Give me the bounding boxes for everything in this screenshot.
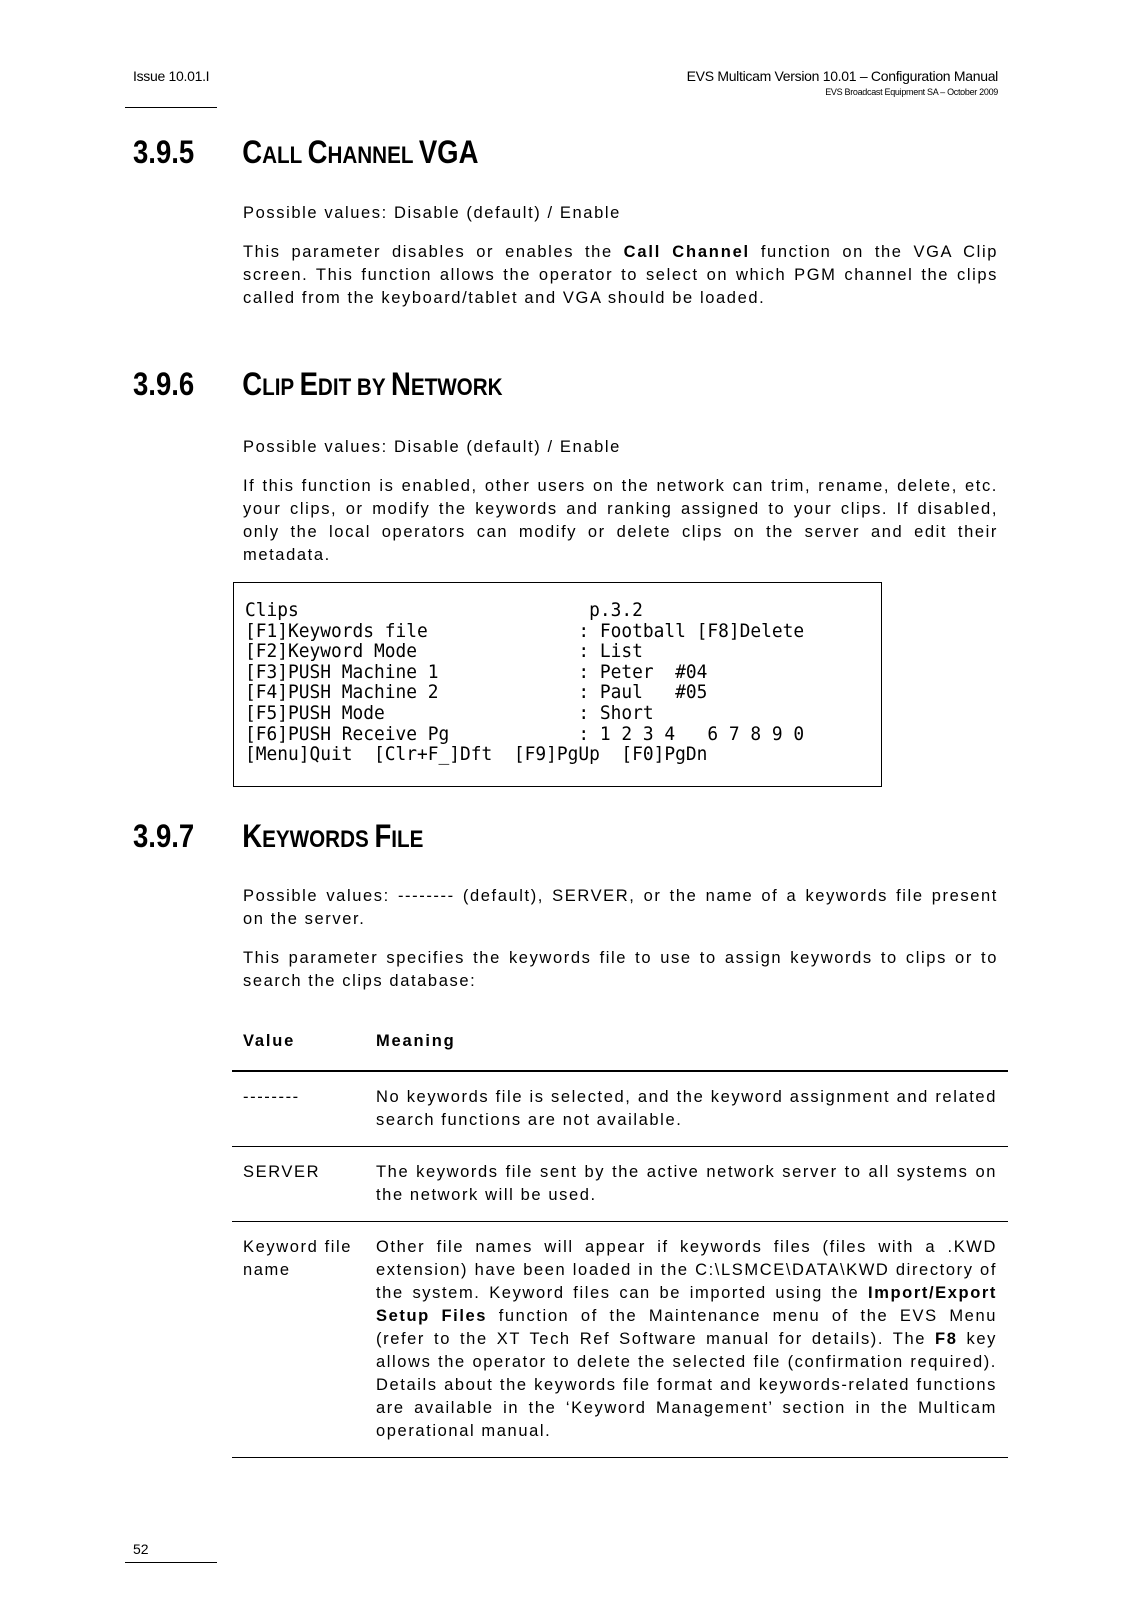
page-header [687, 68, 998, 97]
section-body-text [243, 241, 998, 310]
heading-part: VGA [418, 134, 479, 170]
page-number: 52 [133, 1541, 149, 1557]
heading-part: EYWORDS [262, 826, 375, 853]
terminal-line: Clips p.3.2 [245, 599, 643, 621]
footer-divider [125, 1562, 217, 1563]
section-heading-clip-edit-by-network [133, 366, 503, 403]
heading-part: C [242, 134, 263, 170]
section-number: 3.9.5 [133, 134, 195, 170]
keywords-file-values-table [232, 1030, 1008, 1458]
possible-values-text: Possible values: Disable (default) / Enable [243, 438, 621, 456]
bold-term: F8 [935, 1330, 958, 1348]
body-text-part: This parameter disables or enables the [243, 243, 624, 261]
heading-part: N [390, 366, 411, 402]
company-date: EVS Broadcast Equipment SA – October 2009 [825, 87, 998, 97]
table-row [232, 1147, 1008, 1221]
bold-term: Import/Export Setup Files [376, 1284, 997, 1325]
heading-part: C [242, 366, 263, 402]
heading-part: HANNEL [327, 142, 419, 169]
heading-part: E [299, 366, 318, 402]
value-cell: -------- [243, 1088, 300, 1106]
possible-values-text: Possible values: -------- (default), SERVER, or the name of a keywords file present on the server. [243, 887, 998, 928]
value-cell: Keyword file name [243, 1238, 353, 1279]
value-cell: SERVER [243, 1163, 321, 1181]
terminal-line: [F1]Keywords file : Football [F8]Delete [245, 619, 805, 642]
possible-values-text: Possible values: Disable (default) / Enable [243, 204, 621, 222]
terminal-screen-box [233, 582, 882, 787]
column-header-meaning: Meaning [376, 1032, 456, 1050]
section-heading-call-channel-vga [133, 134, 478, 171]
heading-part: ILE [391, 826, 424, 853]
terminal-line: [F6]PUSH Receive Pg : 1 2 3 4 6 7 8 9 0 [245, 722, 805, 745]
bold-term: Call Channel [623, 243, 750, 261]
heading-part: F [374, 818, 392, 854]
heading-part: DIT BY [317, 374, 391, 401]
header-divider [125, 107, 217, 108]
body-text-part: function on the VGA Clip screen. This function allows the operator to select on which PGM channel the clips called from the keyboard/tablet and VGA should be loaded. [243, 243, 998, 307]
section-heading-keywords-file [133, 818, 423, 855]
meaning-cell: No keywords file is selected, and the keyword assignment and related search functions are not available. [376, 1088, 997, 1129]
column-header-value: Value [243, 1032, 296, 1050]
meaning-text-part: key allows the operator to delete the selected file (confirmation required). Details about the keywords file format and keywords-related functions are available in the ‘Keyword Management’ section in the Multicam operational manual. [376, 1330, 997, 1440]
issue-label: Issue 10.01.I [133, 68, 210, 84]
meaning-text-part: Other file names will appear if keywords files (files with a .KWD extension) have been loaded in the C:\LSMCE\DATA\KWD directory of the system. Keyword files can be imported using the [376, 1238, 997, 1302]
heading-part: ALL [262, 142, 308, 169]
table-header-row [232, 1030, 1008, 1070]
section-body-text: If this function is enabled, other users on the network can trim, rename, delete, etc. your clips, or modify the keywords and ranking assigned to your clips. If disabled, only the local operators can modify or delete clips on the server and edit their metadata. [243, 477, 998, 564]
row-divider [232, 1457, 1008, 1458]
heading-part: ETWORK [410, 374, 503, 401]
section-body-text: This parameter specifies the keywords file to use to assign keywords to clips or to search the clips database: [243, 949, 998, 990]
terminal-screen [245, 600, 804, 765]
table-row [232, 1222, 1008, 1457]
terminal-line: [F4]PUSH Machine 2 : Paul #05 [245, 681, 708, 704]
terminal-line: [F5]PUSH Mode : Short [245, 701, 654, 724]
section-number: 3.9.6 [133, 366, 195, 402]
heading-part: LIP [262, 374, 300, 401]
terminal-line: [F3]PUSH Machine 1 : Peter #04 [245, 660, 708, 683]
terminal-line: [Menu]Quit [Clr+F_]Dft [F9]PgUp [F0]PgDn [245, 743, 708, 766]
heading-part: K [242, 818, 263, 854]
heading-part: C [307, 134, 328, 170]
section-number: 3.9.7 [133, 818, 195, 854]
meaning-cell: The keywords file sent by the active network server to all systems on the network will be used. [376, 1163, 997, 1204]
manual-title: EVS Multicam Version 10.01 – Configuration Manual [686, 68, 998, 84]
meaning-cell [376, 1222, 1008, 1457]
meaning-text-part: function of the Maintenance menu of the EVS Menu (refer to the XT Tech Ref Software manual for details). The [376, 1307, 998, 1348]
terminal-line: [F2]Keyword Mode : List [245, 640, 643, 663]
table-row [232, 1072, 1008, 1146]
